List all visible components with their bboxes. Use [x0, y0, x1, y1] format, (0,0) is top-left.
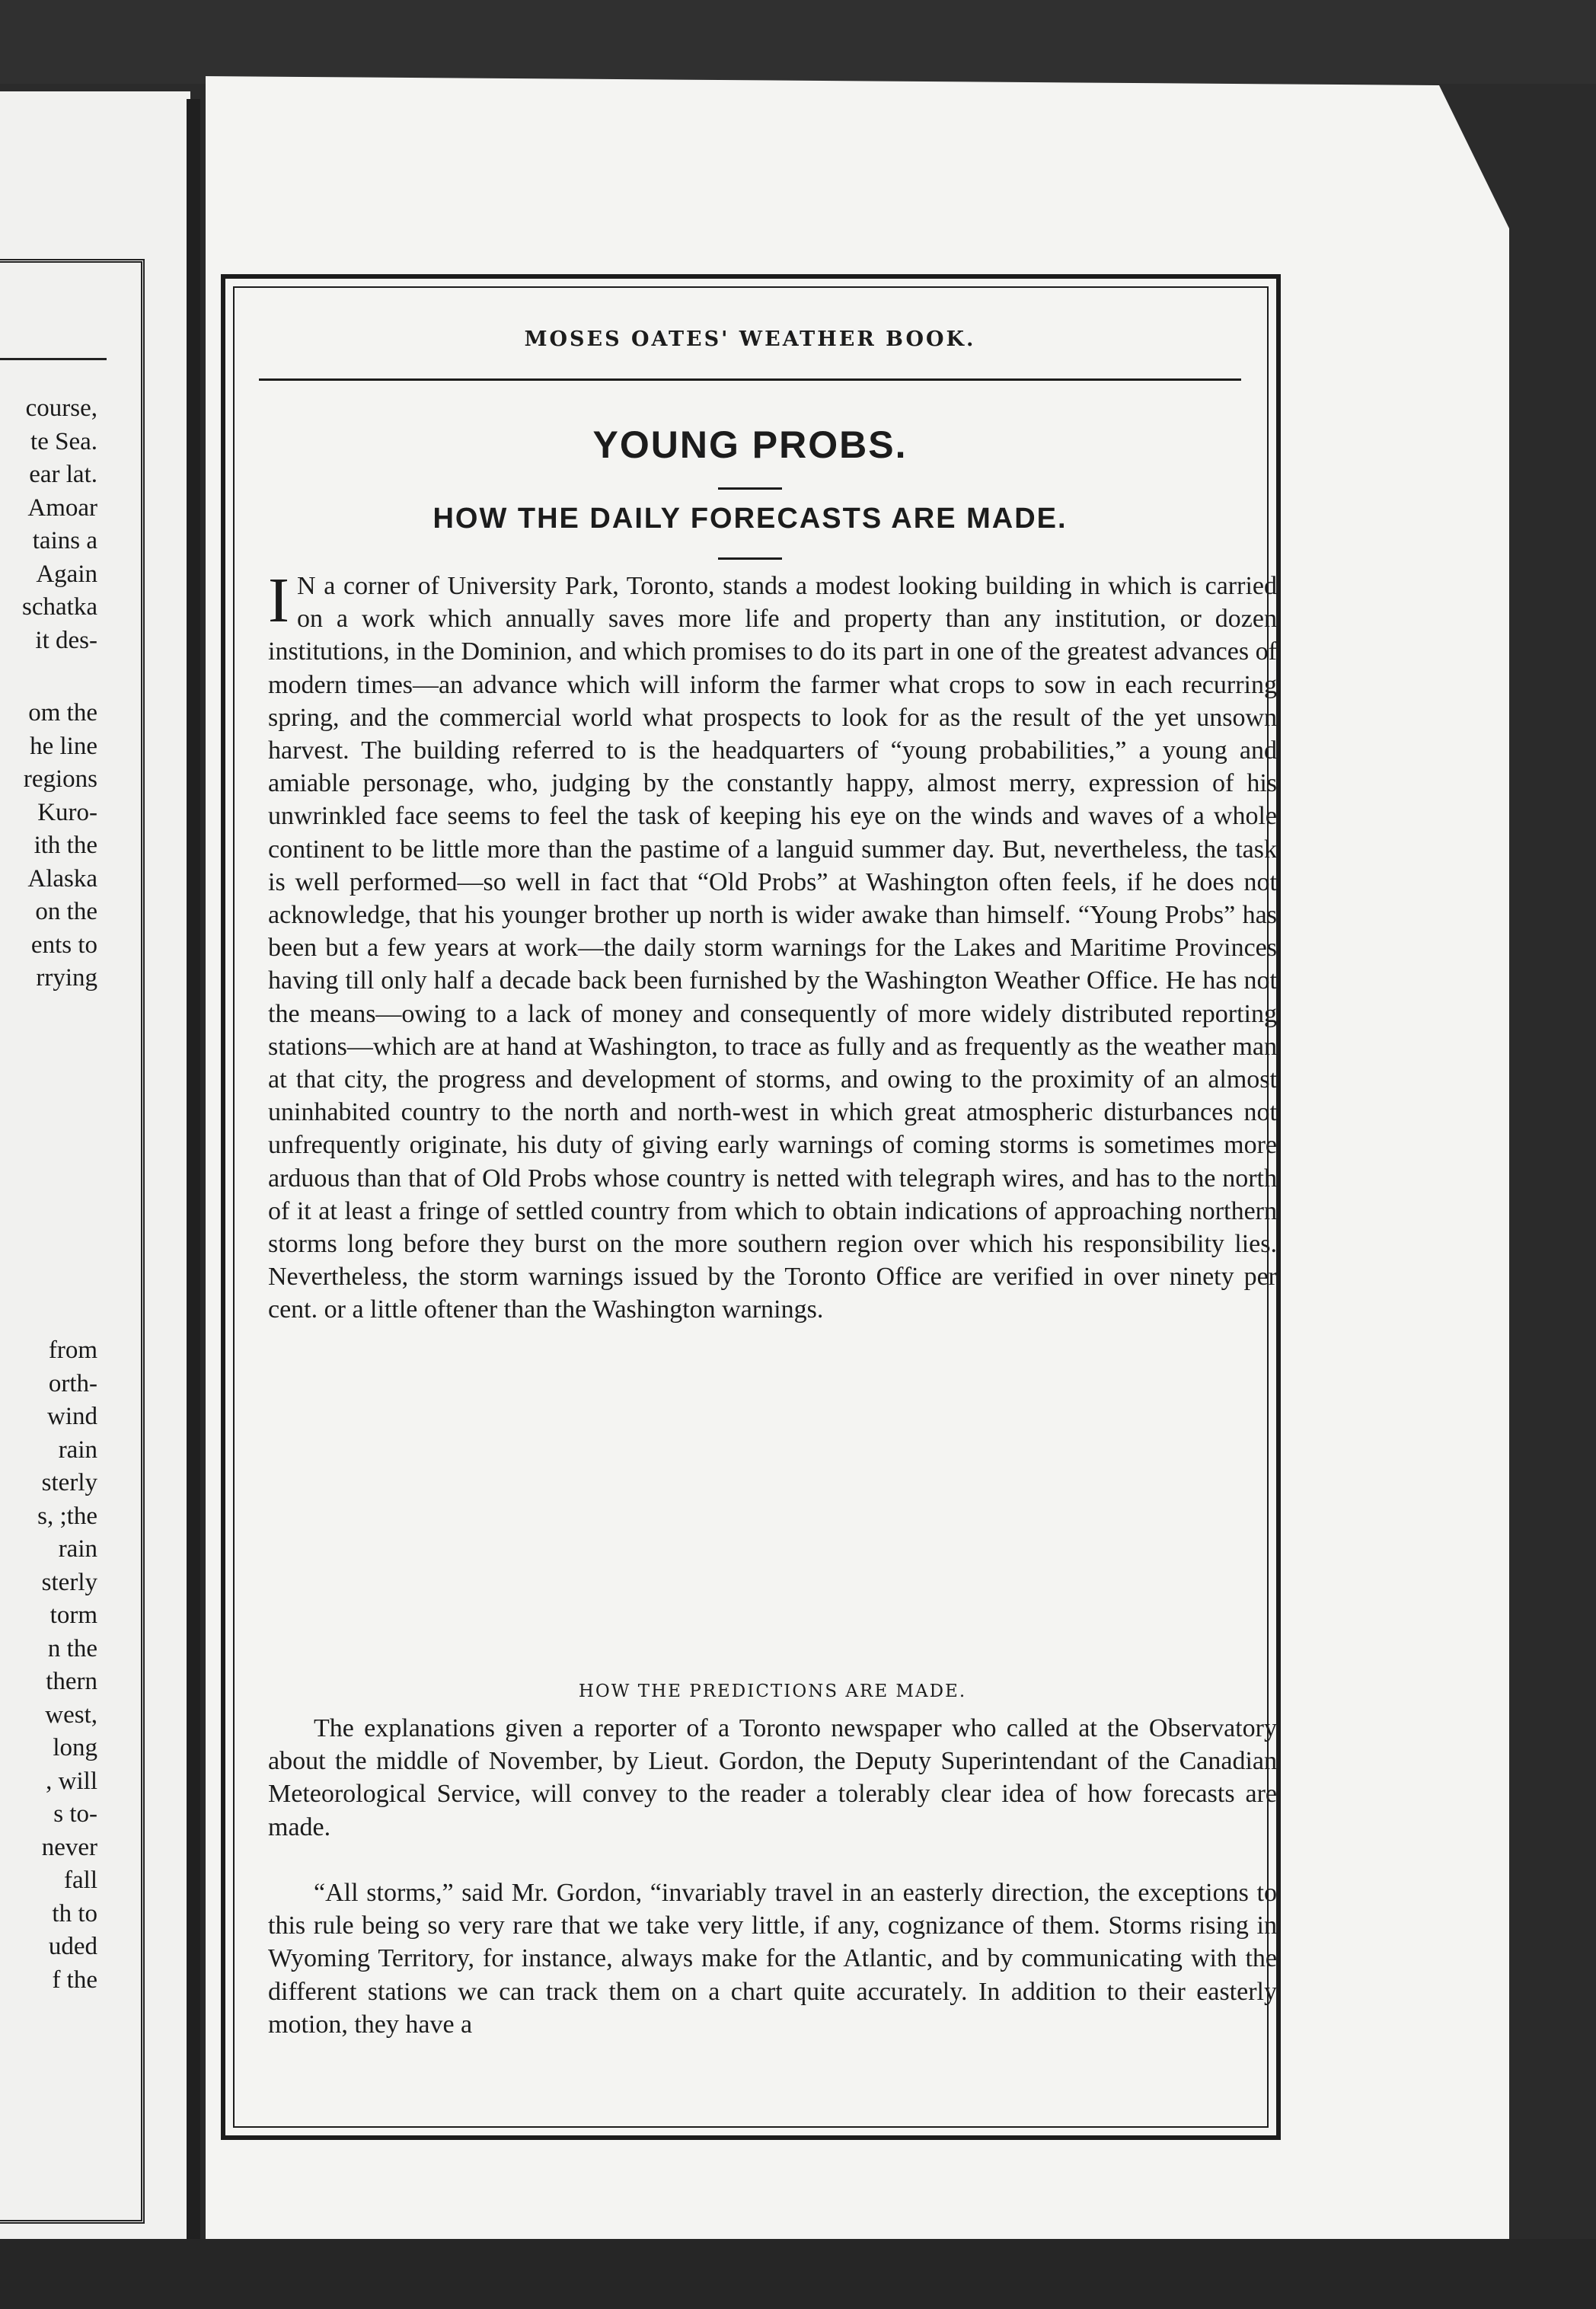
previous-page-line: rain [58, 1535, 97, 1563]
previous-page-fragment [0, 91, 190, 2239]
previous-page-head-rule [0, 358, 107, 360]
previous-page-line: s to- [53, 1800, 97, 1828]
previous-page-line: rain [58, 1436, 97, 1464]
previous-page-line: sterly [41, 1568, 97, 1596]
running-head: MOSES OATES' WEATHER BOOK. [524, 327, 976, 351]
previous-page-line: ents to [30, 931, 97, 959]
previous-page-line: Kuro- [37, 798, 97, 826]
previous-page-line: long [53, 1734, 97, 1761]
book-spine [187, 99, 200, 2239]
previous-page-line: orth- [48, 1369, 97, 1397]
previous-page-line: it des- [35, 626, 97, 654]
previous-page-line: sterly [41, 1469, 97, 1496]
previous-page-text-middle [0, 697, 97, 995]
previous-page-line: n the [47, 1634, 97, 1662]
previous-page-line: course, [25, 394, 97, 422]
page-title: YOUNG PROBS. [592, 423, 908, 466]
scan-background-top [0, 0, 1596, 84]
previous-page-line: te Sea. [30, 427, 97, 455]
previous-page-line: fall [64, 1867, 97, 1894]
paragraph-intro [268, 565, 1277, 1327]
previous-page-line: he line [30, 732, 97, 760]
previous-page-text-bottom [0, 1334, 97, 1997]
previous-page-line: thern [46, 1668, 97, 1695]
previous-page-line: schatka [22, 593, 97, 621]
title-rule [718, 487, 782, 490]
paragraph-gordon-quote: “All storms,” said Mr. Gordon, “invariably travel in an easterly direction, the exceptions to this rule being so very rare that we take very little, if any, cognizance of them. Storms rising in Wyoming Territory, for instance, always make for the Atlantic, and by communicating with the different stations we can track them on a chart quite accurately. In addition to their easterly motion, they have a [268, 1879, 1277, 2039]
previous-page-line: f the [52, 1966, 97, 1994]
previous-page-line: ear lat. [29, 461, 97, 488]
previous-page-line: on the [35, 898, 97, 925]
subtitle-rule [718, 557, 782, 560]
previous-page-line: Alaska [27, 864, 97, 893]
previous-page-line: west, [45, 1701, 97, 1729]
section-heading: HOW THE PREDICTIONS ARE MADE. [578, 1681, 967, 1701]
drop-cap: I [268, 565, 289, 636]
page-subtitle: HOW THE DAILY FORECASTS ARE MADE. [433, 503, 1068, 535]
previous-page-line: regions [23, 765, 97, 793]
previous-page-line: rrying [36, 964, 97, 992]
previous-page-line: tains a [32, 527, 97, 554]
previous-page-line: Amoar [27, 493, 97, 522]
previous-page-line: th to [52, 1899, 97, 1927]
scan-background-bottom [0, 2239, 1596, 2309]
paragraph-explanations: The explanations given a reporter of a Toronto newspaper who called at the Observatory about the middle of November, by Lieut. Gordon, the Deputy Superintendant of the Canadian Meteorological Service, will convey to the reader a tolerably clear idea of how forecasts are made. [268, 1714, 1277, 1841]
previous-page-line: never [41, 1833, 97, 1861]
previous-page-line: , will [46, 1767, 97, 1795]
previous-page-line: om the [28, 699, 97, 727]
previous-page-line: from [48, 1337, 97, 1364]
paragraph-intro-text: N a corner of University Park, Toronto, stands a modest looking building in which is carried on a work which annually saves more life and property than any institution, or dozen institutions, in the Dominion, and which promises to do its part in one of the greatest advances of modern times—an advance which will inform the farmer what crops to sow in each recurring spring, and the commercial world what prospects to look for as the result of the yet unsown harvest. The building referred to is the headquarters of “young probabilities,” a young and amiable personage, who, judging by the constantly happy, almost merry, expression of his unwrinkled face seems to feel the task of keeping his eye on the winds and waves of a whole continent to be little more than the pastime of a languid summer day. But, nevertheless, the task is well performed—so well in fact that “Old Probs” at Washington often feels, if he does not acknowledge, that his younger brother up north is wider awake than himself. “Young Probs” has been but a few years at work—the daily storm warnings for the Lakes and Maritime Provinces having till only half a decade back been furnished by the Washington Weather Office. He has not the means—owing to a lack of money and consequently of more widely distributed reporting stations—which are at hand at Washington, to trace as fully and as frequently as the weather man at that city, the progress and development of storms, and owing to the proximity of an almost uninhabited country to the north and north-west in which great atmospheric disturbances not unfrequently originate, his duty of giving early warnings of coming storms is sometimes more arduous than that of Old Probs whose country is netted with telegraph wires, and has to the north of it at least a fringe of settled country from which to obtain indications of approaching northern storms long before they burst on the more southern region over which his responsibility lies. Nevertheless, the storm warnings issued by the Toronto Office are verified in over ninety per cent. or a little oftener than the Washington warnings. [268, 572, 1277, 1324]
previous-page-line: uded [48, 1933, 97, 1960]
previous-page-line: s, ;the [37, 1502, 97, 1530]
previous-page-line: torm [49, 1602, 97, 1629]
previous-page-line: ith the [34, 832, 97, 859]
running-head-rule [259, 378, 1241, 381]
previous-page-line: Again [36, 560, 97, 588]
previous-page-line: wind [47, 1403, 97, 1430]
previous-page-text-top [0, 392, 97, 657]
